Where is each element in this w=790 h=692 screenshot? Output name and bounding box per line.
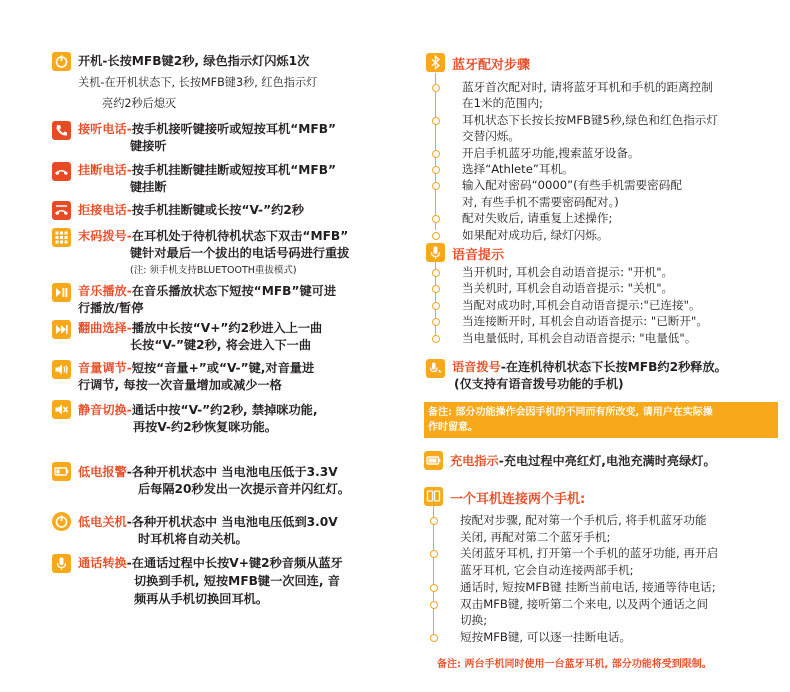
volume-icon <box>52 360 71 379</box>
step-text: 当连接断开时, 耳机会自动语音提示: "已断开"。 <box>462 314 708 329</box>
skip-icon <box>52 320 71 339</box>
bluetooth-icon <box>426 53 445 72</box>
reject-line1: 拒接电话-按手机挂断键或长按“V-”约2秒 <box>78 203 304 217</box>
mute-icon <box>52 400 71 419</box>
note-banner-line1: 备注: 部分功能操作会因手机的不同而有所改变, 请用户在实际操 <box>428 407 713 418</box>
microphone-icon <box>52 554 71 573</box>
track-line1: 翻曲选择-播放中长按“V+”约2秒进入上一曲 <box>78 321 323 335</box>
step-text: 双击MFB键, 接听第二个来电, 以及两个通话之间 <box>460 596 709 611</box>
step-bullet <box>432 182 440 190</box>
phone-answer-icon <box>52 121 71 140</box>
step-bullet <box>432 269 440 277</box>
mute-line1: 静音切换-通话中按“V-”约2秒, 禁掉咪功能, <box>78 403 318 417</box>
power-off-text-cont: 亮约2秒后熄灭 <box>102 97 177 110</box>
low-poweroff-line1: 低电关机-各种开机状态中 当电池电压低到3.0V <box>78 515 338 529</box>
low-battery-line2: 后每隔20秒发出一次提示音并闪红灯。 <box>138 482 350 496</box>
step-text: 配对失败后, 请重复上述操作; <box>462 211 613 226</box>
step-text: 当开机时, 耳机会自动语音提示: "开机"。 <box>462 265 674 279</box>
power-icon <box>52 52 71 71</box>
step-bullet <box>432 84 440 92</box>
transfer-line2: 切换到手机, 短按MFB键一次回连, 音 <box>134 574 340 588</box>
step-bullet <box>432 215 440 223</box>
step-text: 按配对步骤, 配对第一个手机后, 将手机蓝牙功能 <box>460 513 707 527</box>
step-text: 耳机状态下长按长按MFB键5秒,绿色和红色指示灯 <box>462 112 718 127</box>
volume-line2: 行调节, 每按一次音量增加或减少一格 <box>78 378 282 392</box>
step-text: 输入配对密码“0000”(有些手机需要密码配 <box>462 178 682 193</box>
step-text: 如果配对成功后, 绿灯闪烁。 <box>462 227 609 242</box>
step-text: 切换; <box>460 613 488 628</box>
track-line2: 长按“V-”键2秒, 将会进入下一曲 <box>130 338 312 352</box>
step-text: 交替闪烁。 <box>462 129 520 144</box>
battery-icon <box>424 451 443 470</box>
low-poweroff-line2: 时耳机将自动关机。 <box>138 532 248 546</box>
step-bullet <box>432 285 440 293</box>
dual-footnote: 备注: 两台手机同时使用一台蓝牙耳机, 部分功能将受到限制。 <box>437 659 712 670</box>
note-banner <box>424 402 778 438</box>
microphone-icon <box>426 243 445 262</box>
power-off-text: 关机-在开机状态下, 长按MFB键3秒, 红色指示灯 <box>78 76 318 89</box>
step-bullet <box>430 517 438 525</box>
step-bullet <box>432 232 440 240</box>
step-text: 在1米的范围内; <box>462 96 543 111</box>
play-pause-icon <box>52 283 71 302</box>
step-text: 关闭蓝牙耳机, 打开第一个手机的蓝牙功能, 再开启 <box>460 546 719 561</box>
transfer-line3: 频再从手机切换回耳机。 <box>134 592 269 606</box>
pairing-title: 蓝牙配对步骤 <box>452 58 531 73</box>
redial-line1: 末码拨号-在耳机处于待机待机状态下双击“MFB” <box>78 229 349 243</box>
step-text: 当关机时, 耳机会自动语音提示: "关机"。 <box>462 281 674 296</box>
step-text: 关闭, 再配对第二个蓝牙手机; <box>460 529 611 544</box>
power-off-icon <box>52 512 71 531</box>
step-bullet <box>432 166 440 174</box>
step-bullet <box>432 150 440 158</box>
transfer-line1: 通话转换-在通话过程中长按V+键2秒音频从蓝牙 <box>78 556 343 570</box>
step-bullet <box>430 584 438 592</box>
step-bullet <box>432 302 440 310</box>
step-text: 短按MFB键, 可以逐一挂断电话。 <box>460 629 632 644</box>
low-battery-line1: 低电报警-各种开机状态中 当电池电压低于3.3V <box>78 465 338 479</box>
dual-phone-icon <box>424 487 443 506</box>
volume-line1: 音量调节-短按“音量+”或“V-”键,对音量进 <box>78 361 315 375</box>
redial-note: (注: 须手机支持BLUETOOTH重拔模式) <box>130 265 297 276</box>
step-text: 对, 有些手机不需要密码配对。) <box>462 194 619 209</box>
answer-call-line2: 键接听 <box>130 139 167 153</box>
keypad-icon <box>52 228 71 247</box>
step-text: 开启手机蓝牙功能,搜索蓝牙设备。 <box>462 145 640 160</box>
step-text: 蓝牙耳机, 它会自动连接两部手机; <box>460 563 634 578</box>
mute-line2: 再按V-约2秒恢复咪功能。 <box>133 420 277 434</box>
step-bullet <box>432 318 440 326</box>
step-bullet <box>430 634 438 642</box>
step-bullet <box>432 117 440 125</box>
step-text: 当配对成功时,耳机会自动语音提示:"已连接"。 <box>462 297 701 312</box>
step-bullet <box>432 335 440 343</box>
mic-dial-icon <box>426 359 445 378</box>
hangup-line1: 挂断电话-按手机挂断键挂断或短按耳机“MFB” <box>78 163 337 177</box>
hangup-line2: 键挂断 <box>130 180 167 194</box>
step-text: 蓝牙首次配对时, 请将蓝牙耳机和手机的距离控制 <box>462 80 713 94</box>
dual-title: 一个耳机连接两个手机: <box>450 492 586 507</box>
power-on-text: 开机-长按MFB键2秒, 绿色指示灯闪烁1次 <box>78 54 310 68</box>
step-text: 选择“Athlete”耳机。 <box>462 162 574 176</box>
note-banner-line2: 作时留意。 <box>428 422 478 433</box>
music-line1: 音乐播放-在音乐播放状态下短按“MFB”键可进 <box>78 284 337 298</box>
redial-line2: 键针对最后一个拔出的电话号码进行重拔 <box>130 246 350 260</box>
low-battery-icon <box>52 462 71 481</box>
charge-text: 充电指示-充电过程中亮红灯,电池充满时亮绿灯。 <box>450 454 716 468</box>
dual-bracket <box>433 506 434 638</box>
voice-dial-line2: (仅支持有语音拨号功能的手机) <box>454 377 624 391</box>
phone-reject-icon <box>52 201 71 220</box>
voice-dial-line1: 语音拨号-在连机待机状态下长按MFB约2秒释放。 <box>452 360 727 374</box>
step-text: 通话时, 短按MFB键 挂断当前电话, 接通等待电话; <box>460 579 716 594</box>
phone-hangup-icon <box>52 162 71 181</box>
step-bullet <box>430 550 438 558</box>
step-bullet <box>430 601 438 609</box>
answer-call-line1: 接听电话-按手机接听键接听或短按耳机“MFB” <box>78 122 337 136</box>
music-line2: 行播放/暂停 <box>78 301 144 315</box>
voice-title: 语音提示 <box>452 248 505 263</box>
step-text: 当电量低时, 耳机会自动语音提示: "电量低"。 <box>462 330 697 345</box>
